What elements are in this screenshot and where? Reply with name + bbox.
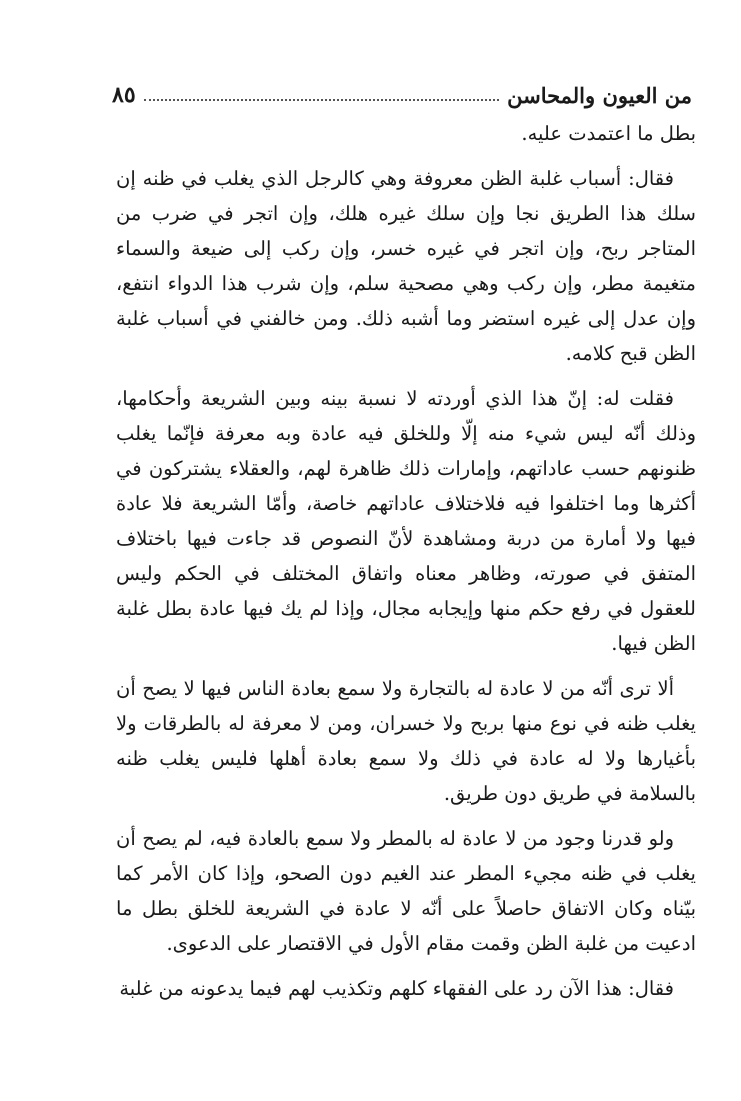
body-text	[116, 116, 696, 1016]
paragraph: ولو قدرنا وجود من لا عادة له بالمطر ولا سمع بالعادة فيه، لم يصح أن يغلب في ظنه مجيء المطر عند الغيم دون الصحو، وإذا كان الأمر كما بيّناه وكان الاتفاق حاصلاً على أنّه لا عادة في الشريعة للخلق بطل ما ادعيت من غلبة الظن وقمت مقام الأول في الاقتصار على الدعوى.	[116, 827, 696, 955]
running-title: من العيون والمحاسن	[507, 83, 692, 108]
dotted-leader	[144, 99, 499, 101]
page-header	[112, 78, 692, 108]
paragraph: فقال: أسباب غلبة الظن معروفة وهي كالرجل الذي يغلب في ظنه إن سلك هذا الطريق نجا وإن سلك غيره هلك، وإن اتجر في ضرب من المتاجر ربح، وإن اتجر في غيره خسر، وإن ركب إلى ضيعة والسماء متغيمة مطر، وإن ركب وهي مصحية سلم، وإن شرب هذا الدواء انتفع، وإن عدل إلى غيره استضر وما أشبه ذلك. ومن خالفني في أسباب غلبة الظن قبح كلامه.	[116, 167, 696, 365]
page-number: ٨٥	[112, 82, 136, 108]
paragraph: ألا ترى أنّه من لا عادة له بالتجارة ولا سمع بعادة الناس فيها لا يصح أن يغلب ظنه في نوع منها بربح ولا خسران، ومن لا معرفة له بالطرقات ولا بأغيارها ولا له عادة في ذلك ولا سمع بعادة أهلها فليس يغلب ظنه بالسلامة في طريق دون طريق.	[116, 677, 696, 805]
paragraph: بطل ما اعتمدت عليه.	[521, 122, 696, 145]
paragraph: فقلت له: إنّ هذا الذي أوردته لا نسبة بينه وبين الشريعة وأحكامها، وذلك أنّه ليس شيء منه إلّا وللخلق فيه عادة وبه معرفة فإنّما يغلب ظنونهم حسب عاداتهم، وإمارات ذلك ظاهرة لهم، والعقلاء يشتركون في أكثرها وما اختلفوا فيه فلاختلاف عاداتهم خاصة، وأمّا الشريعة فلا عادة فيها ولا أمارة من دربة ومشاهدة لأنّ النصوص قد جاءت فيها باختلاف المتفق في صورته، وظاهر معناه واتفاق المختلف في الحكم وليس للعقول في رفع حكم منها وإيجابه مجال، وإذا لم يك فيها عادة بطل غلبة الظن فيها.	[116, 387, 696, 655]
paragraph: فقال: هذا الآن رد على الفقهاء كلهم وتكذيب لهم فيما يدعونه من غلبة	[119, 977, 674, 1000]
